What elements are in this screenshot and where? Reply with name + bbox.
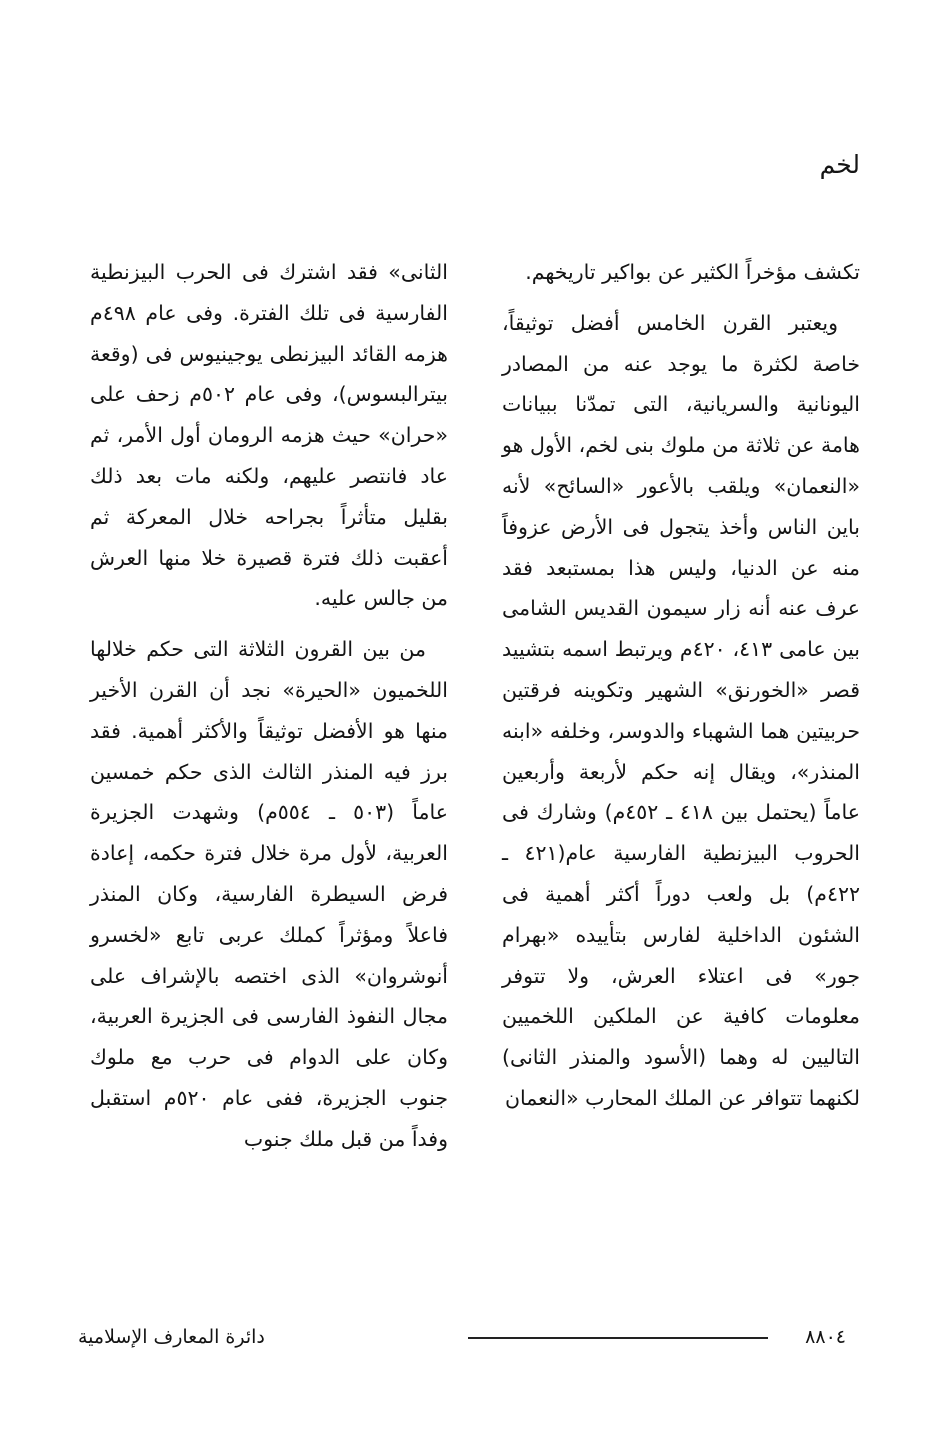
paragraph-continuation: تكشف مؤخراً الكثير عن بواكير تاريخهم. xyxy=(525,260,860,284)
page-number: ٨٨٠٤ xyxy=(805,1326,846,1348)
left-column xyxy=(90,252,448,1160)
paragraph-last-century: من بين القرون الثلاثة التى حكم خلالها اللخميون «الحيرة» نجد أن القرن الأخير منها هو الأفضل توثيقاً والأكثر أهمية. فقد برز فيه المنذر الثالث الذى حكم خمسين عاماً (٥٠٣ ـ ٥٥٤م) وشهدت الجزيرة العربية، لأول مرة خلال فترة حكمه، إعادة فرض السيطرة الفارسية، وكان المنذر فاعلاً ومؤثراً كملك عربى تابع «لخسرو أنوشروان» الذى اختصه بالإشراف على مجال النفوذ الفارسى فى الجزيرة العربية، وكان على الدوام فى حرب مع ملوك جنوب الجزيرة، ففى عام ٥٢٠م استقبل وفداً من قبل ملك جنوب xyxy=(90,637,448,1151)
right-column xyxy=(502,252,860,1119)
publication-title: دائرة المعارف الإسلامية xyxy=(78,1326,265,1348)
paragraph-fifth-century: ويعتبر القرن الخامس أفضل توثيقاً، خاصة لكثرة ما يوجد عنه من المصادر اليونانية والسريانية، التى تمدّنا ببيانات هامة عن ثلاثة من ملوك بنى لخم، الأول هو «النعمان» ويلقب بالأعور «السائح» لأنه باين الناس وأخذ يتجول فى الأرض عزوفاً منه عن الدنيا، وليس هذا بمستبعد فقد عرف عنه أنه زار سيمون القديس الشامى بين عامى ٤١٣، ٤٢٠م ويرتبط اسمه بتشييد قصر «الخورنق» الشهير وتكوينه فرقتين حربيتين هما الشهباء والدوسر، وخلفه «ابنه المنذر»، ويقال إنه حكم لأربعة وأربعين عاماً (يحتمل بين ٤١٨ ـ ٤٥٢م) وشارك فى الحروب البيزنطية الفارسية عام(٤٢١ ـ ٤٢٢م) بل ولعب دوراً أكثر أهمية فى الشئون الداخلية لفارس بتأييده «بهرام جور» فى اعتلاء العرش، ولا تتوفر معلومات كافية عن الملكين اللخميين التاليين له وهما (الأسود والمنذر الثانى) لكنهما تتوافر عن الملك المحارب «النعمان xyxy=(502,310,860,1110)
footer-rule xyxy=(468,1337,768,1339)
running-head: لخم xyxy=(819,150,860,179)
page-footer xyxy=(0,1322,938,1352)
paragraph-numan-second: الثانى» فقد اشترك فى الحرب البيزنطية الفارسية فى تلك الفترة. وفى عام ٤٩٨م هزمه القائد البيزنطى يوجينيوس فى (وقعة بيترالبسوس)، وفى عام ٥٠٢م زحف على «حران» حيث هزمه الرومان أول الأمر، ثم عاد فانتصر عليهم، ولكنه مات بعد ذلك بقليل متأثراً بجراحه خلال المعركة ثم أعقبت ذلك فترة قصيرة خلا منها العرش من جالس عليه. xyxy=(90,260,448,611)
